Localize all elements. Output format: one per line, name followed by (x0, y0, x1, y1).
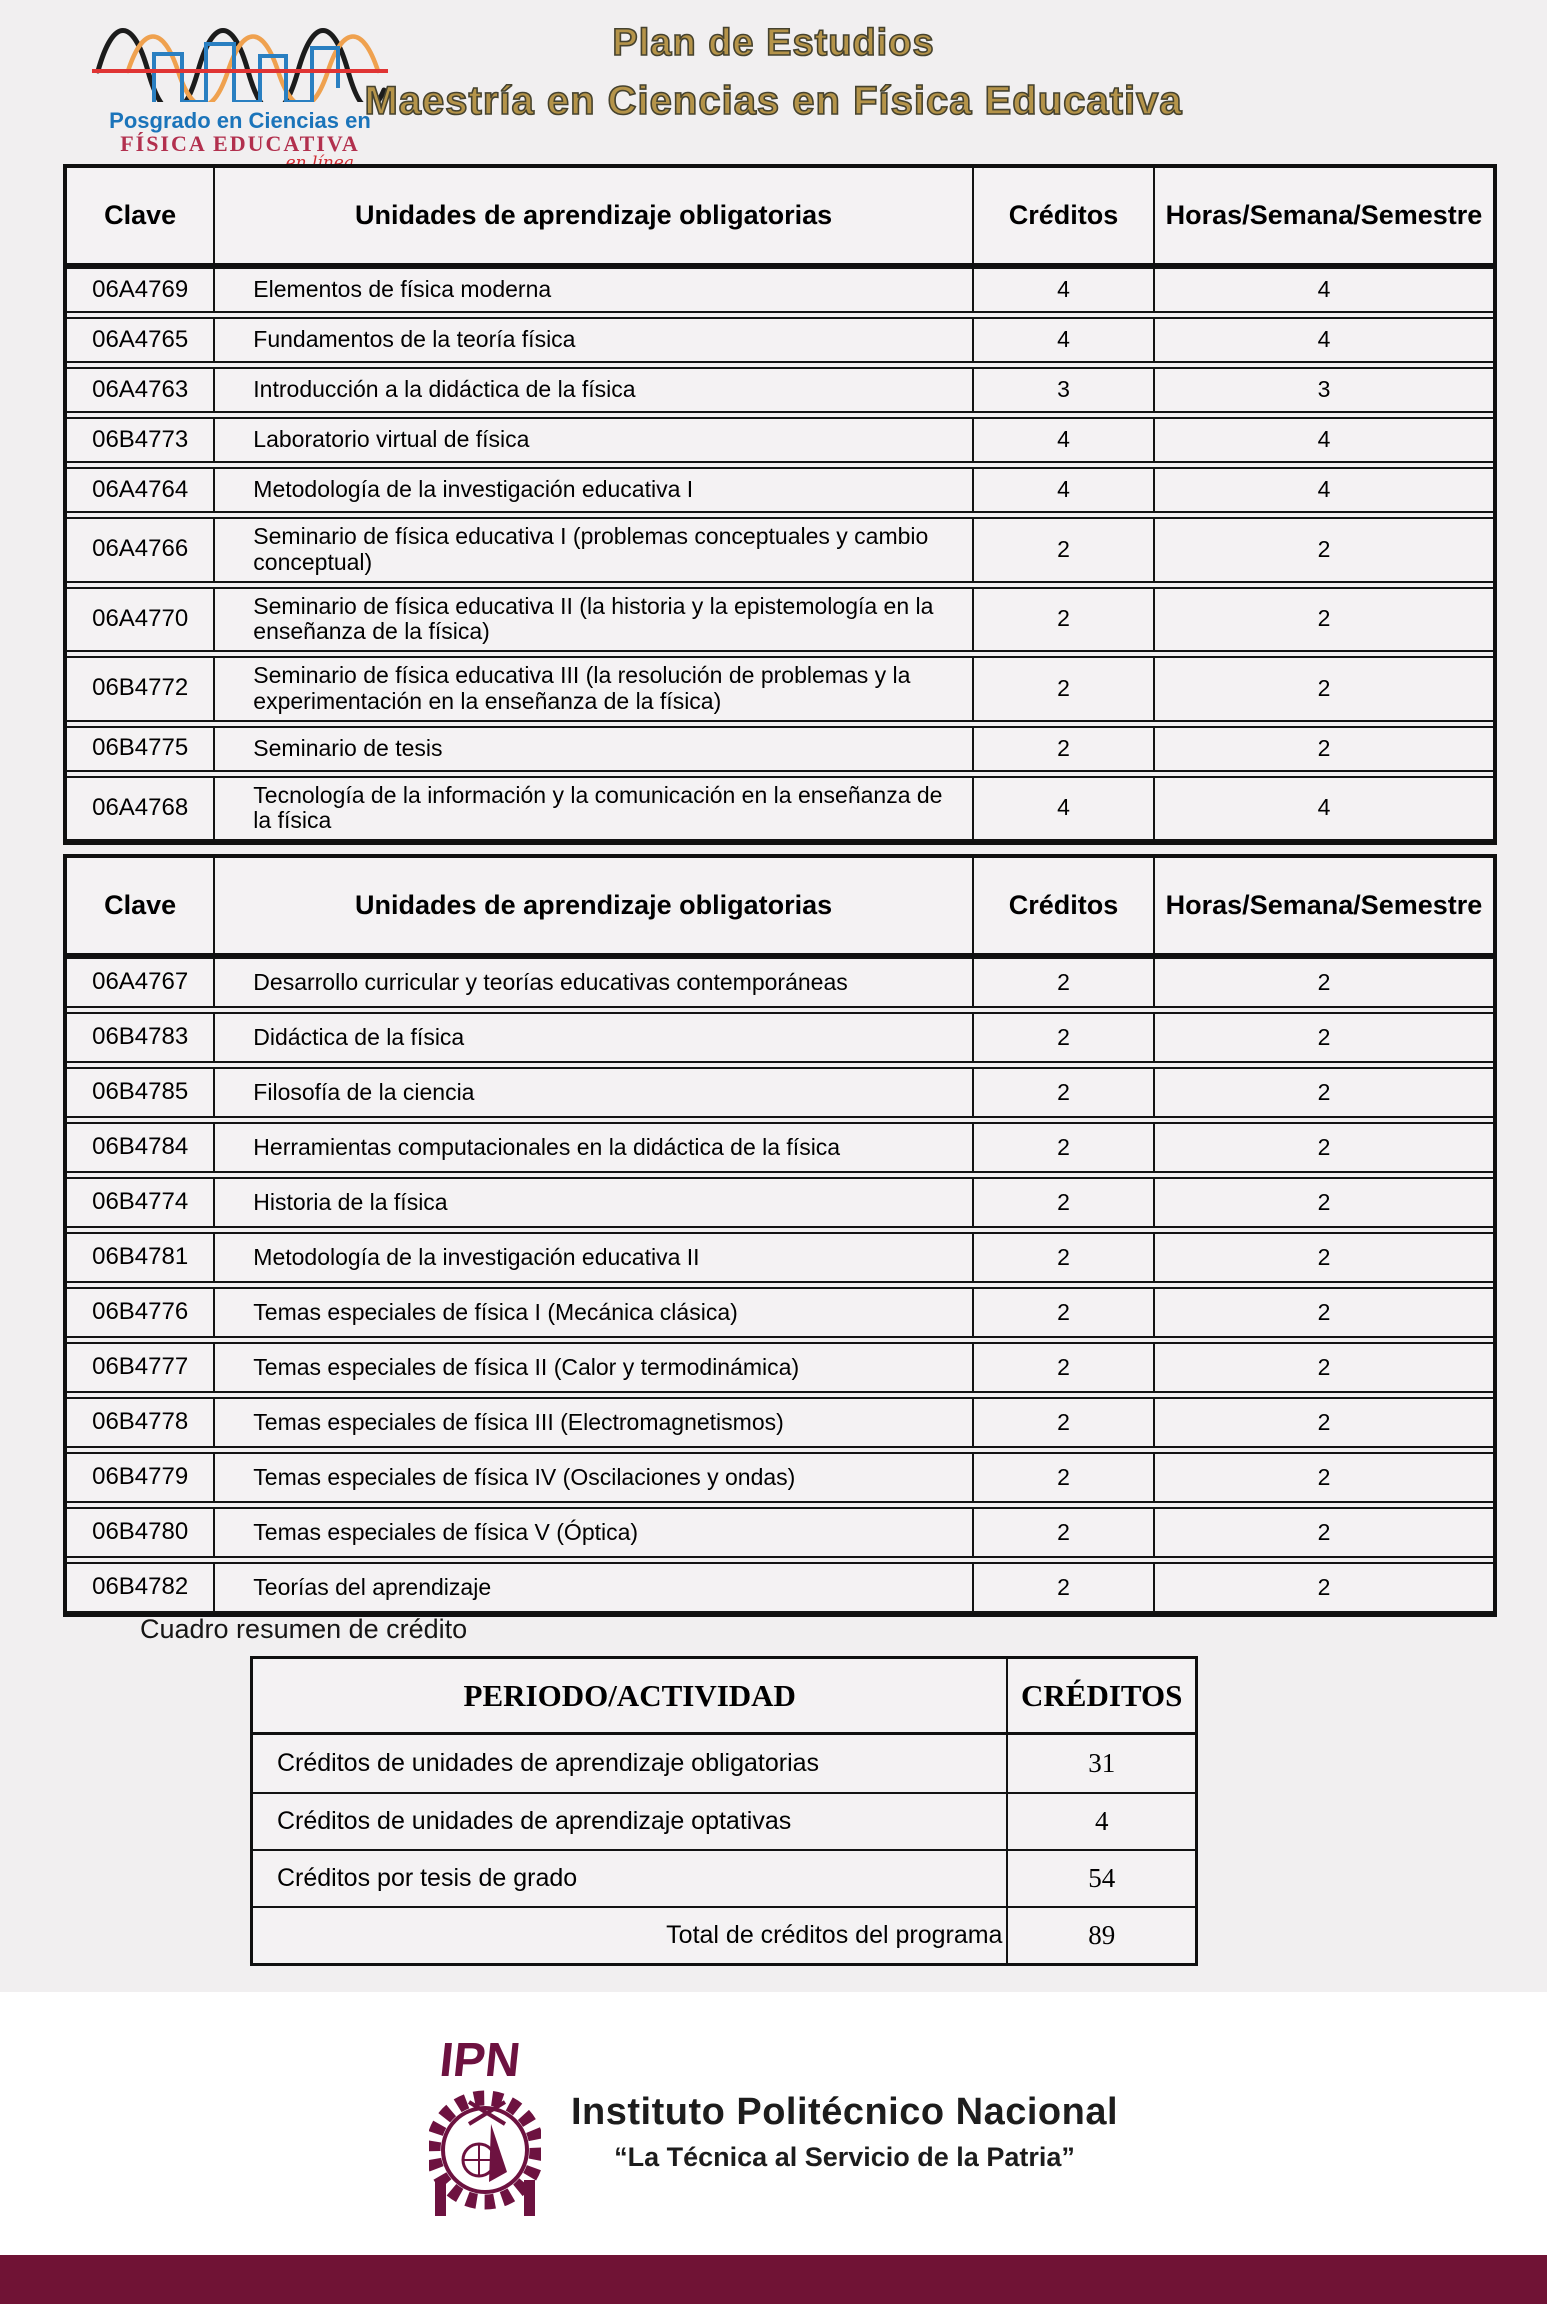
table-cell: 06B4780 (67, 1509, 215, 1556)
table-cell: 4 (1317, 794, 1331, 821)
table-cell: 2 (974, 1014, 1155, 1061)
table-row (67, 1232, 1493, 1283)
table-cell: 31 (1088, 1748, 1116, 1778)
table-row (67, 267, 1493, 313)
table-cell: 06B4781 (67, 1234, 215, 1281)
table-cell: 06B4776 (67, 1289, 215, 1336)
table-cell: 2 (1317, 1188, 1331, 1215)
table-cell: 2 (974, 1344, 1155, 1391)
table-row (67, 1287, 1493, 1338)
table-header-row (67, 858, 1493, 957)
header-cell-clave: Clave (67, 858, 215, 953)
table-cell: 4 (974, 778, 1155, 840)
table-cell: 2 (974, 1564, 1155, 1611)
table-cell: 4 (974, 469, 1155, 511)
table-cell: Herramientas computacionales en la didáctica de la física (215, 1124, 974, 1171)
table-cell: Didáctica de la física (215, 1014, 974, 1061)
header-cell-horas: Horas/Semana/Semestre (1165, 200, 1483, 230)
column-right (524, 2180, 535, 2216)
header-cell-creditos: Créditos (974, 168, 1155, 263)
table-cell: 2 (1317, 674, 1331, 701)
brand-line-posgrado: Posgrado en Ciencias en (109, 108, 371, 133)
table-cell: 06B4774 (67, 1179, 215, 1226)
table-row (67, 1452, 1493, 1503)
table-cell: 06B4772 (67, 658, 215, 720)
table-cell: 2 (974, 1399, 1155, 1446)
table-cell: 2 (974, 959, 1155, 1006)
table-cell: 06B4773 (67, 419, 215, 461)
table-cell: Historia de la física (215, 1179, 974, 1226)
table-cell: Filosofía de la ciencia (215, 1069, 974, 1116)
table-cell: 2 (1317, 1573, 1331, 1600)
table-cell: 06A4763 (67, 369, 215, 411)
table-cell: 4 (974, 319, 1155, 361)
table-cell: Total de créditos del programa (253, 1908, 1008, 1963)
table-cell: Seminario de física educativa III (la resolución de problemas y la experimentación en la enseñanza de la física) (215, 658, 974, 720)
table-cell: Elementos de física moderna (215, 269, 974, 311)
table-cell: 2 (974, 1124, 1155, 1171)
brand-line-fisica-educativa: FÍSICA EDUCATIVA (120, 131, 360, 157)
table-cell: Créditos de unidades de aprendizaje obligatorias (253, 1735, 1008, 1792)
table-cell: 4 (1317, 276, 1331, 303)
table-cell: 2 (1317, 968, 1331, 995)
table-cell: 2 (1317, 1243, 1331, 1270)
table-row (253, 1906, 1195, 1963)
summary-header-row (253, 1659, 1195, 1735)
table-cell: 06A4766 (67, 519, 215, 581)
table-cell: Temas especiales de física II (Calor y termodinámica) (215, 1344, 974, 1391)
table-cell: 06A4767 (67, 959, 215, 1006)
table-row (67, 1507, 1493, 1558)
table-cell: Laboratorio virtual de física (215, 419, 974, 461)
table-body (67, 267, 1493, 841)
table-cell: 2 (1317, 1463, 1331, 1490)
table-cell: Fundamentos de la teoría física (215, 319, 974, 361)
table-cell: 2 (974, 1289, 1155, 1336)
table-row (253, 1849, 1195, 1906)
maroon-bottom-bar (0, 2255, 1547, 2304)
table-cell: 2 (974, 728, 1155, 770)
table-cell: 2 (1317, 734, 1331, 761)
table-cell: 2 (974, 589, 1155, 651)
table-cell: 2 (1317, 1133, 1331, 1160)
table-cell: 2 (1317, 535, 1331, 562)
table-row (67, 726, 1493, 772)
table-row (67, 1562, 1493, 1613)
header-cell-periodo-actividad: PERIODO/ACTIVIDAD (253, 1659, 1008, 1732)
table-cell: 06B4785 (67, 1069, 215, 1116)
table-cell: 3 (974, 369, 1155, 411)
table-cell: Temas especiales de física III (Electromagnetismos) (215, 1399, 974, 1446)
table-row (67, 417, 1493, 463)
table-cell: 06B4775 (67, 728, 215, 770)
institution-motto: “La Técnica al Servicio de la Patria” (614, 2142, 1075, 2172)
table-cell: Créditos por tesis de grado (253, 1851, 1008, 1906)
page-title (0, 22, 1547, 124)
table-row (67, 1012, 1493, 1063)
table-cell: 06B4782 (67, 1564, 215, 1611)
header-cell-unidades: Unidades de aprendizaje obligatorias (215, 858, 974, 953)
header-cell-clave: Clave (67, 168, 215, 263)
table-cell: 2 (974, 1234, 1155, 1281)
gear-inner-ring (443, 2108, 527, 2192)
credit-summary-table (250, 1656, 1198, 1966)
table-cell: 06A4765 (67, 319, 215, 361)
table-cell: Introducción a la didáctica de la física (215, 369, 974, 411)
table-row (67, 776, 1493, 842)
table-cell: 2 (1317, 1353, 1331, 1380)
table-cell: Créditos de unidades de aprendizaje optativas (253, 1794, 1008, 1849)
summary-body (253, 1735, 1195, 1963)
table-cell: 06B4779 (67, 1454, 215, 1501)
table-cell: 2 (1317, 1408, 1331, 1435)
table-cell: Desarrollo curricular y teorías educativas contemporáneas (215, 959, 974, 1006)
table-row (67, 517, 1493, 583)
title-maestria: Maestría en Ciencias en Física Educativa (364, 79, 1183, 123)
table-row (253, 1792, 1195, 1849)
table-row (67, 957, 1493, 1008)
table-cell: 2 (1317, 1078, 1331, 1105)
table-cell: 4 (974, 269, 1155, 311)
table-cell: Teorías del aprendizaje (215, 1564, 974, 1611)
ipn-logo (429, 2032, 541, 2232)
table-header-row (67, 168, 1493, 267)
table-cell: 06B4783 (67, 1014, 215, 1061)
table-cell: 2 (974, 1454, 1155, 1501)
table-cell: Seminario de física educativa II (la historia y la epistemología en la enseñanza de la física) (215, 589, 974, 651)
table-cell: 2 (974, 1509, 1155, 1556)
table-cell: 06B4778 (67, 1399, 215, 1446)
table-row (67, 1342, 1493, 1393)
table-cell: 06A4769 (67, 269, 215, 311)
table-row (67, 656, 1493, 722)
table-cell: 06A4768 (67, 778, 215, 840)
table-cell: 2 (1317, 1518, 1331, 1545)
table-cell: 2 (974, 658, 1155, 720)
table-cell: 2 (974, 1069, 1155, 1116)
table-cell: 2 (974, 519, 1155, 581)
institution-name: Instituto Politécnico Nacional (570, 2091, 1119, 2133)
table-cell: 89 (1088, 1920, 1116, 1950)
table-row (67, 587, 1493, 653)
table-cell: 06B4777 (67, 1344, 215, 1391)
footer (0, 2032, 1547, 2232)
table-cell: Temas especiales de física I (Mecánica clásica) (215, 1289, 974, 1336)
table-cell: Seminario de física educativa I (problemas conceptuales y cambio conceptual) (215, 519, 974, 581)
flask-icon (489, 2124, 507, 2182)
table-row (67, 1177, 1493, 1228)
table-cell: 4 (974, 419, 1155, 461)
summary-caption: Cuadro resumen de crédito (140, 1614, 468, 1644)
table-cell: 2 (1317, 605, 1331, 632)
table-cell: Metodología de la investigación educativa I (215, 469, 974, 511)
table-cell: Metodología de la investigación educativa II (215, 1234, 974, 1281)
table-cell: 06B4784 (67, 1124, 215, 1171)
table-cell: 2 (1317, 1023, 1331, 1050)
table-cell: 2 (1317, 1298, 1331, 1325)
header-cell-unidades: Unidades de aprendizaje obligatorias (215, 168, 974, 263)
table-cell: Seminario de tesis (215, 728, 974, 770)
table-cell: 06A4764 (67, 469, 215, 511)
table-cell: 4 (1094, 1806, 1109, 1836)
table-row (67, 367, 1493, 413)
title-plan-de-estudios: Plan de Estudios (612, 22, 935, 64)
table-row (67, 317, 1493, 363)
table-cell: 2 (974, 1179, 1155, 1226)
table-cell: 3 (1317, 376, 1331, 403)
table-cell: 4 (1317, 426, 1331, 453)
optional-units-table (63, 854, 1497, 1617)
table-row (67, 1397, 1493, 1448)
cross-braces (469, 2102, 505, 2124)
ipn-letters: IPN (437, 2033, 523, 2087)
table-cell: 4 (1317, 326, 1331, 353)
column-left (435, 2180, 446, 2216)
table-cell: 54 (1088, 1863, 1116, 1893)
table-cell: 06A4770 (67, 589, 215, 651)
header-cell-creditos: CRÉDITOS (1021, 1677, 1183, 1713)
table-cell: 4 (1317, 476, 1331, 503)
table-row (67, 1067, 1493, 1118)
table-row (67, 1122, 1493, 1173)
table-body (67, 957, 1493, 1613)
header-cell-horas: Horas/Semana/Semestre (1165, 890, 1483, 920)
obligatory-units-table (63, 164, 1497, 845)
table-row (67, 467, 1493, 513)
table-row (253, 1735, 1195, 1792)
table-cell: Temas especiales de física IV (Oscilaciones y ondas) (215, 1454, 974, 1501)
header-cell-creditos: Créditos (974, 858, 1155, 953)
table-cell: Tecnología de la información y la comunicación en la enseñanza de la física (215, 778, 974, 840)
table-cell: Temas especiales de física V (Óptica) (215, 1509, 974, 1556)
